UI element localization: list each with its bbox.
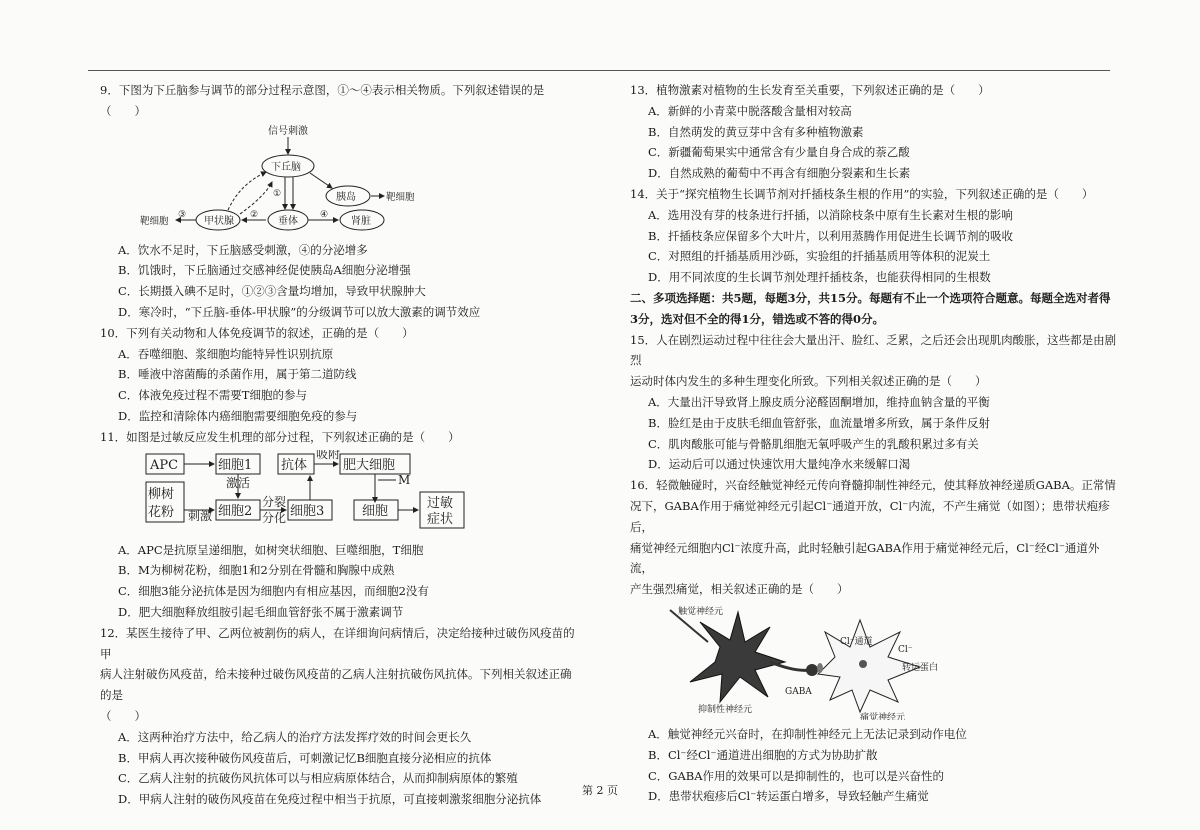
q11-option-a: A．APC是抗原呈递细胞，如树突状细胞、巨噬细胞，T细胞 xyxy=(118,542,424,557)
q11-sym2: 症状 xyxy=(427,511,454,527)
q11-mast: 肥大细胞 xyxy=(343,457,396,473)
q9-option-d: D．寒冷时，“下丘脑-垂体-甲状腺”的分级调节可以放大激素的调节效应 xyxy=(118,304,481,319)
q16-stem-4: 产生强烈痛觉，相关叙述正确的是（ ） xyxy=(630,582,849,597)
q13-option-a: A．新鲜的小青菜中脱落酸含量相对较高 xyxy=(648,103,852,118)
q16-stem-2: 况下，GABA作用于痛觉神经元引起Cl⁻通道开放，Cl⁻内流，不产生痛觉（如图）；患带状疱疹后， xyxy=(630,498,1110,534)
q14-option-c: C．对照组的扦插基质用沙砾，实验组的扦插基质用等体积的泥炭土 xyxy=(648,249,991,264)
q14-option-d: D．用不同浓度的生长调节剂处理扦插枝条，也能获得相同的生根数 xyxy=(648,270,991,285)
q12-stem-2: 病人注射破伤风疫苗，给未接种过破伤风疫苗的乙病人注射抗破伤风抗体。下列相关叙述正确的是 xyxy=(100,667,572,703)
q11-cell3: 细胞3 xyxy=(290,503,325,519)
q16-transporter-label: 转运蛋白 xyxy=(902,662,939,673)
q9-pancreas: 胰岛 xyxy=(336,191,356,203)
q9-diagram xyxy=(100,124,480,236)
q16-option-a: A．触觉神经元兴奋时，在抑制性神经元上无法记录到动作电位 xyxy=(648,726,967,741)
q9-hypothalamus: 下丘脑 xyxy=(271,161,301,173)
q11-divide: 分裂 xyxy=(262,494,287,509)
q9-n4: ④ xyxy=(320,209,329,220)
q10-option-c: C．体液免疫过程不需要T细胞的参与 xyxy=(118,388,307,403)
q12-option-b: B．甲病人再次接种破伤风疫苗后，可刺激记忆B细胞直接分泌相应的抗体 xyxy=(118,750,492,765)
q15-option-c: C．肌肉酸胀可能与骨骼肌细胞无氧呼吸产生的乳酸积累过多有关 xyxy=(648,436,979,451)
q16-channel-label: Cl⁻通道 xyxy=(840,636,873,647)
q11-cell2: 细胞2 xyxy=(218,503,253,519)
q16-gaba-label: GABA xyxy=(785,686,812,697)
q9-target-left: 靶细胞 xyxy=(140,215,169,227)
q13-option-d: D．自然成熟的葡萄中不再含有细胞分裂素和生长素 xyxy=(648,166,911,181)
q14-option-a: A．选用没有芽的枝条进行扦插，以消除枝条中原有生长素对生根的影响 xyxy=(648,207,1013,222)
q16-touch-label: 触觉神经元 xyxy=(678,606,724,617)
q13-stem: 13．植物激素对植物的生长发育至关重要，下列叙述正确的是（ ） xyxy=(630,83,990,97)
q15-option-a: A．大量出汗导致肾上腺皮质分泌醛固酮增加，维持血钠含量的平衡 xyxy=(648,394,990,409)
q15-option-b: B．脸红是由于皮肤毛细血管舒张，血流量增多所致，属于条件反射 xyxy=(648,415,990,430)
q11-stem: 11．如图是过敏反应发生机理的部分过程，下列叙述正确的是（ ） xyxy=(100,429,460,444)
q10-option-b: B．唾液中溶菌酶的杀菌作用，属于第二道防线 xyxy=(118,367,357,382)
section-2-heading-2: 3分，选对但不全的得1分，错选或不答的得0分。 xyxy=(630,311,885,326)
top-rule xyxy=(88,70,1110,71)
q11-antibody: 抗体 xyxy=(281,457,308,473)
q14-stem: 14．关于“探究植物生长调节剂对扦插枝条生根的作用”的实验，下列叙述正确的是（ ） xyxy=(630,186,1094,201)
q11-activate: 激活 xyxy=(226,475,251,490)
q11-option-d: D．肥大细胞释放组胺引起毛细血管舒张不属于激素调节 xyxy=(118,604,404,619)
page-number: 第 2 页 xyxy=(582,784,618,797)
q11-pollen1: 柳树 xyxy=(148,486,175,502)
q16-option-d: D．患带状疱疹后Cl⁻转运蛋白增多，导致轻触产生痛觉 xyxy=(648,789,929,804)
q11-sym1: 过敏 xyxy=(427,495,454,511)
q9-kidney: 肾脏 xyxy=(351,215,371,227)
q16-cl-label: Cl⁻ xyxy=(898,644,913,655)
right-column xyxy=(630,80,1120,807)
q10-option-d: D．监控和清除体内癌细胞需要细胞免疫的参与 xyxy=(118,408,358,423)
q13-option-b: B．自然萌发的黄豆芽中含有多种植物激素 xyxy=(648,124,864,139)
q11-m: M xyxy=(398,472,411,487)
q11-stimulate: 刺激 xyxy=(188,508,213,523)
q9-signal: 信号刺激 xyxy=(268,125,308,137)
q16-stem-1: 16．轻微触碰时，兴奋经触觉神经元传向脊髓抑制性神经元，使其释放神经递质GABA。正常情 xyxy=(630,478,1116,493)
section-2-heading-1: 二、多项选择题：共5题，每题3分，共15分。每题有不止一个选项符合题意。每题全选对者得 xyxy=(630,290,1111,305)
q9-n2: ② xyxy=(250,209,259,220)
q11-cell: 细胞 xyxy=(362,503,389,519)
q9-pituitary: 垂体 xyxy=(278,215,298,227)
q9-n3: ③ xyxy=(178,209,187,220)
left-column xyxy=(100,80,580,810)
q9-option-a: A．饮水不足时，下丘脑感受刺激，④的分泌增多 xyxy=(118,242,368,257)
q12-option-d: D．甲病人注射的破伤风疫苗在免疫过程中相当于抗原，可直接刺激浆细胞分泌抗体 xyxy=(118,792,542,807)
q9-target: 靶细胞 xyxy=(386,191,415,203)
q9-option-c: C．长期摄入碘不足时，①②③含量均增加，导致甲状腺肿大 xyxy=(118,284,426,299)
q11-differ: 分化 xyxy=(262,510,287,525)
q9-thyroid: 甲状腺 xyxy=(204,215,234,227)
q9-stem: 9．下图为下丘脑参与调节的部分过程示意图，①～④表示相关物质。下列叙述错误的是（ ） xyxy=(100,83,545,118)
q15-stem-2: 运动时体内发生的多种生理变化所致。下列相关叙述正确的是（ ） xyxy=(630,374,987,389)
q16-option-b: B．Cl⁻经Cl⁻通道进出细胞的方式为协助扩散 xyxy=(648,747,878,762)
q11-option-b: B．M为柳树花粉，细胞1和2分别在骨髓和胸腺中成熟 xyxy=(118,563,395,578)
q11-pollen2: 花粉 xyxy=(148,504,175,520)
q16-diagram xyxy=(660,602,960,720)
q15-option-d: D．运动后可以通过快速饮用大量纯净水来缓解口渴 xyxy=(648,457,911,472)
q11-cell1: 细胞1 xyxy=(218,457,253,473)
q16-inhib-label: 抑制性神经元 xyxy=(698,704,753,715)
q12-option-a: A．这两种治疗方法中，给乙病人的治疗方法发挥疗效的时间会更长久 xyxy=(118,729,472,744)
q11-apc: APC xyxy=(150,457,179,473)
q16-pain-label: 痛觉神经元 xyxy=(860,712,906,720)
q9-option-b: B．饥饿时，下丘脑通过交感神经促使胰岛A细胞分泌增强 xyxy=(118,263,411,278)
q11-adsorb: 吸附 xyxy=(316,449,341,461)
q12-option-c: C．乙病人注射的抗破伤风抗体可以与相应病原体结合，从而抑制病原体的繁殖 xyxy=(118,771,518,786)
q11-option-c: C．细胞3能分泌抗体是因为细胞内有相应基因，而细胞2没有 xyxy=(118,584,429,599)
q12-stem-3: （ ） xyxy=(100,708,146,723)
q11-diagram xyxy=(100,450,480,536)
q10-option-a: A．吞噬细胞、浆细胞均能特异性识别抗原 xyxy=(118,346,334,361)
q9-n1: ① xyxy=(273,188,282,199)
q16-stem-3: 痛觉神经元细胞内Cl⁻浓度升高，此时轻触引起GABA作用于痛觉神经元后，Cl⁻经Cl⁻通道外流， xyxy=(630,540,1100,576)
q12-stem-1: 12．某医生接待了甲、乙两位被割伤的病人，在详细询问病情后，决定给接种过破伤风疫苗的甲 xyxy=(100,625,575,661)
q15-stem-1: 15．人在剧烈运动过程中往往会大量出汗、脸红、乏累，之后还会出现肌肉酸胀，这些都是由剧烈 xyxy=(630,332,1117,368)
q14-option-b: B．扦插枝条应保留多个大叶片，以利用蒸腾作用促进生长调节剂的吸收 xyxy=(648,228,1013,243)
q13-option-c: C．新疆葡萄果实中通常含有少量自身合成的萘乙酸 xyxy=(648,145,910,160)
q16-option-c: C．GABA作用的效果可以是抑制性的，也可以是兴奋性的 xyxy=(648,768,945,783)
q10-stem: 10．下列有关动物和人体免疫调节的叙述，正确的是（ ） xyxy=(100,325,414,340)
